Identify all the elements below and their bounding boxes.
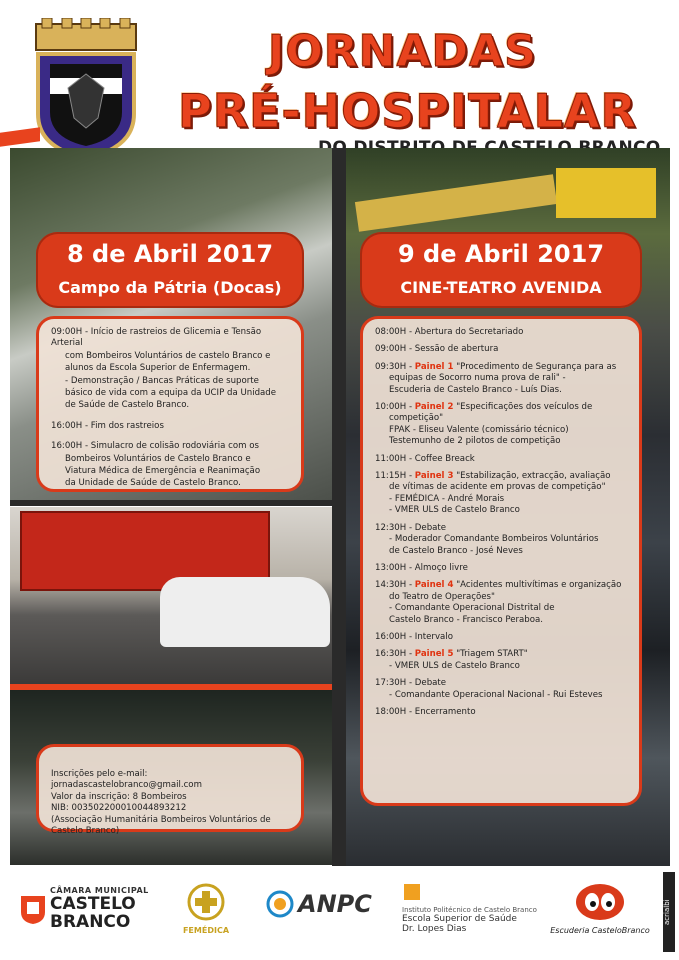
castle-shield-icon [20, 894, 46, 924]
camara-municipal-label: CÂMARA MUNICIPAL [50, 886, 149, 895]
entry-detail: - FEMÉDICA - André Morais [389, 493, 505, 504]
schedule-entry [375, 678, 631, 701]
registration-nib: NIB: 003502200010044893212 [51, 803, 187, 814]
schedule-entry-head [375, 649, 631, 660]
schedule-entry [375, 402, 631, 448]
schedule-line: Bombeiros Voluntários de Castelo Branco e [65, 453, 251, 464]
panel-label: Painel 5 [414, 649, 454, 660]
entry-time: 14:30H - [375, 580, 415, 591]
day2-header [360, 232, 642, 308]
schedule-entry-head [375, 523, 631, 534]
day2-schedule [360, 316, 642, 806]
firefighters-photo [10, 507, 332, 687]
schedule-entry-head [375, 454, 631, 465]
schedule-entry-head [375, 402, 631, 413]
registration-association: (Associação Humanitária Bombeiros Voluntários de Castelo Branco) [51, 814, 271, 837]
schedule-entry-head [375, 563, 631, 574]
registration-fee: Valor da inscrição: 8 Bombeiros [51, 791, 187, 802]
event-title-line2: PRÉ-HOSPITALAR [178, 84, 637, 138]
entry-detail: do Teatro de Operações" [389, 591, 495, 602]
registration-email: Inscrições pelo e-mail: jornadascastelobranco@gmail.com [51, 769, 202, 791]
rally-car-shape [160, 577, 330, 647]
schedule-line: com Bombeiros Voluntários de castelo Branco e [65, 350, 271, 361]
schedule-entry [375, 580, 631, 626]
schedule-line: 09:00H - Início de rastreios de Glicemia e Tensão Arterial [51, 327, 262, 349]
bus-shape [355, 174, 557, 232]
schedule-line: - Demonstração / Bancas Práticas de suporte [65, 375, 259, 386]
entry-time: 16:00H - Intervalo [375, 631, 453, 642]
panel-label: Painel 2 [414, 402, 454, 413]
entry-time: 09:00H - Sessão de abertura [375, 344, 499, 355]
entry-detail: - VMER ULS de Castelo Branco [389, 505, 520, 516]
entry-time: 12:30H - Debate [375, 522, 447, 533]
schedule-line: de Saúde de Castelo Branco. [65, 400, 190, 411]
schedule-line: Viatura Médica de Emergência e Reanimação [65, 466, 261, 477]
red-band [10, 684, 332, 690]
escuderia-eyes-icon [574, 882, 626, 922]
schedule-entry-head [375, 678, 631, 689]
schedule-entry [375, 454, 631, 465]
schedule-entry-head [375, 707, 631, 718]
coat-of-arms-icon [28, 18, 144, 160]
entry-detail: FPAK - Eliseu Valente (comissário técnico) [389, 424, 569, 435]
schedule-entry-head [375, 632, 631, 643]
laurel-cross-icon [186, 882, 226, 922]
dark-band [10, 500, 332, 506]
entry-detail: equipas de Socorro numa prova de rali" - [389, 373, 566, 384]
ipcb-logo [402, 882, 537, 934]
entry-time: 10:00H - [375, 402, 415, 413]
anpc-label: ANPC [298, 890, 372, 918]
entry-detail: Castelo Branco - Francisco Peraboa. [389, 614, 544, 625]
entry-detail: de Castelo Branco - José Neves [389, 545, 523, 556]
anpc-logo [266, 890, 372, 918]
excavator-shape [556, 168, 656, 218]
day1-date: 8 de Abril 2017 [66, 240, 274, 268]
schedule-entry [375, 649, 631, 672]
schedule-entry-head [375, 471, 631, 482]
schedule-entry-head [375, 580, 631, 591]
escuderia-label: Escuderia CasteloBranco [550, 926, 650, 935]
ipcb-line1: Instituto Politécnico de Castelo Branco [402, 906, 537, 914]
panel-label: Painel 4 [414, 580, 454, 591]
entry-time: 09:30H - [375, 361, 415, 372]
day2-venue: CINE-TEATRO AVENIDA [400, 278, 602, 297]
entry-detail: de vítimas de acidente em provas de competição" [389, 482, 606, 493]
entry-time: 13:00H - Almoço livre [375, 562, 468, 573]
schedule-entry-head [375, 327, 631, 338]
schedule-line: alunos da Escola Superior de Enfermagem. [65, 363, 251, 374]
panel-title: "Especificações dos veículos de [453, 402, 593, 413]
panel-label: Painel 3 [414, 471, 454, 482]
entry-detail: - Comandante Operacional Nacional - Rui Esteves [389, 689, 603, 700]
ipcb-line2: Escola Superior de Saúde [402, 914, 517, 924]
schedule-line: 16:00H - Simulacro de colisão rodoviária com os [51, 441, 259, 452]
entry-detail: Testemunho de 2 pilotos de competição [389, 436, 561, 447]
panel-title: "Procedimento de Segurança para as [453, 361, 617, 372]
femedica-label: FEMÉDICA [182, 926, 230, 935]
sponsors-footer [0, 872, 679, 960]
dark-divider [332, 148, 346, 866]
entry-time: 11:15H - [375, 471, 415, 482]
day1-venue: Campo da Pátria (Docas) [58, 278, 282, 297]
entry-detail: - VMER ULS de Castelo Branco [389, 660, 520, 671]
panel-title: "Estabilização, extracção, avaliação [453, 471, 611, 482]
escuderia-logo [550, 882, 650, 935]
day1-schedule [36, 316, 304, 492]
schedule-entry [375, 707, 631, 718]
schedule-entry-head [375, 344, 631, 355]
entry-detail: - Comandante Operacional Distrital de [389, 603, 555, 614]
side-tag: acrialbi [663, 872, 675, 952]
schedule-entry [375, 632, 631, 643]
camara-municipal-logo [20, 886, 149, 931]
schedule-entry-head [375, 362, 631, 373]
castelo-label: CASTELO [50, 894, 136, 914]
registration-info [36, 744, 304, 837]
schedule-line: básico de vida com a equipa da UCIP da Unidade [65, 388, 277, 399]
schedule-entry [375, 344, 631, 355]
panel-label: Painel 1 [414, 361, 454, 372]
schedule-line: 16:00H - Fim dos rastreios [51, 420, 164, 431]
panel-title: "Triagem START" [453, 649, 528, 660]
day2-date: 9 de Abril 2017 [397, 240, 605, 268]
schedule-entry [375, 362, 631, 396]
entry-time: 11:00H - Coffee Breack [375, 453, 475, 464]
event-title-line1: JORNADAS [268, 26, 537, 77]
schedule-entry [375, 327, 631, 338]
branco-label: BRANCO [50, 912, 131, 932]
panel-title: "Acidentes multivítimas e organização [453, 580, 622, 591]
schedule-line: da Unidade de Saúde de Castelo Branco. [65, 478, 241, 489]
entry-detail: - Moderador Comandante Bombeiros Voluntários [389, 534, 599, 545]
schedule-entry [375, 523, 631, 557]
schedule-entry [375, 563, 631, 574]
header [0, 0, 679, 160]
entry-time: 18:00H - Encerramento [375, 706, 476, 717]
ipcb-line3: Dr. Lopes Dias [402, 924, 467, 934]
femedica-logo [176, 882, 236, 935]
entry-time: 08:00H - Abertura do Secretariado [375, 327, 524, 337]
schedule-entry [375, 471, 631, 517]
anpc-emblem-icon [266, 890, 294, 918]
entry-detail: competição" [389, 413, 444, 424]
ipcb-emblem-icon [402, 882, 422, 902]
entry-time: 17:30H - Debate [375, 678, 447, 689]
day1-header [36, 232, 304, 308]
entry-time: 16:30H - [375, 649, 415, 660]
entry-detail: Escuderia de Castelo Branco - Luís Dias. [389, 384, 562, 395]
